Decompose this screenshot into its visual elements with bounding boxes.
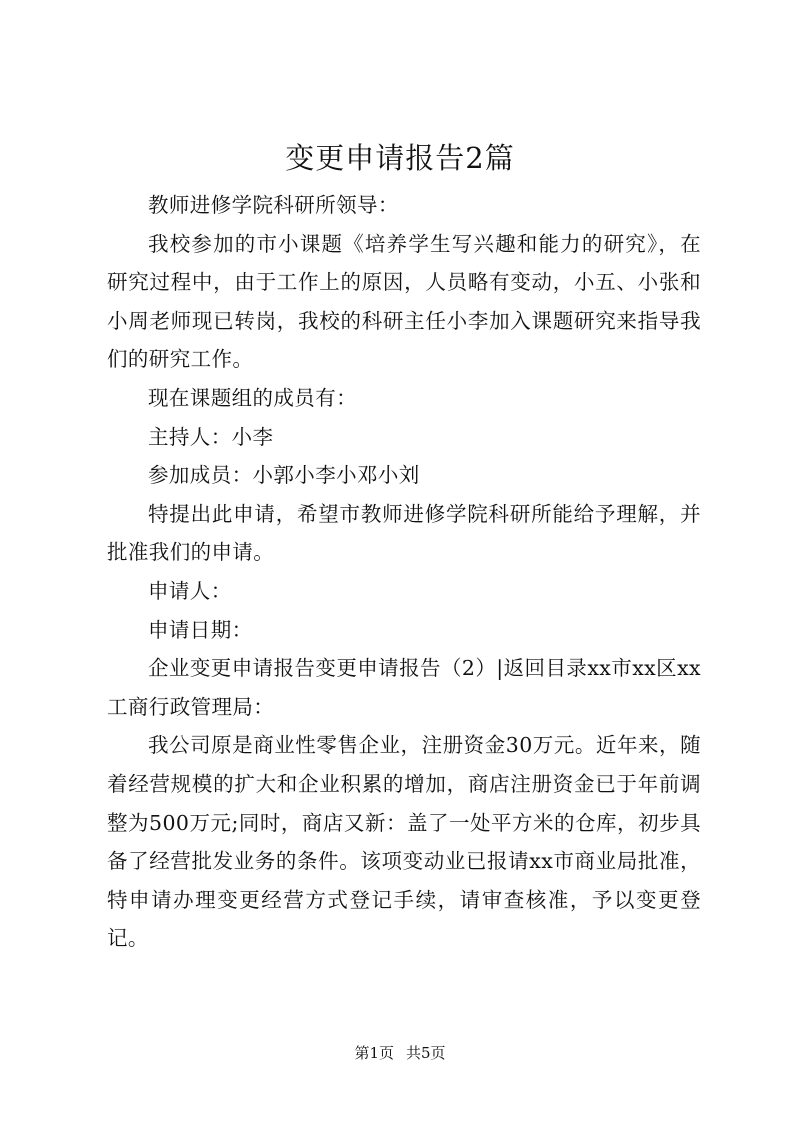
host-paragraph: 主持人：小李 (148, 424, 274, 449)
second-report-heading-paragraph: 企业变更申请报告变更申请报告（2）|返回目录xx市xx区xx工商行政管理局： (107, 656, 701, 719)
page-footer (0, 1043, 800, 1063)
document-body (107, 186, 701, 958)
members-intro-paragraph: 现在课题组的成员有： (148, 385, 357, 410)
page-title: 变更申请报告2篇 (285, 141, 515, 175)
page-total: 共5页 (406, 1044, 446, 1062)
applicant-paragraph: 申请人： (148, 578, 232, 603)
salutation-paragraph: 教师进修学院科研所领导： (148, 193, 399, 217)
body-paragraph: 我校参加的市小课题《培养学生写兴趣和能力的研究》，在研究过程中，由于工作上的原因，人员略有变动，小五、小张和小周老师现已转岗，我校的科研主任小李加入课题研究来指导我们的研究工作。 (107, 231, 701, 372)
request-paragraph: 特提出此申请，希望市教师进修学院科研所能给予理解，并批准我们的申请。 (107, 501, 701, 565)
company-paragraph: 我公司原是商业性零售企业，注册资金30万元。近年来，随着经营规模的扩大和企业积累的增加，商店注册资金已于年前调整为500万元;同时，商店又新：盖了一处平方米的仓库，初步具备了经营批发业务的条件。该项变动业已报请xx市商业局批准，特申请办理变更经营方式登记手续，请审查核准，予以变更登记。 (107, 733, 701, 951)
members-paragraph: 参加成员：小郭小李小邓小刘 (148, 463, 420, 488)
page-number: 第1页 (354, 1044, 394, 1062)
date-paragraph: 申请日期： (148, 617, 253, 642)
